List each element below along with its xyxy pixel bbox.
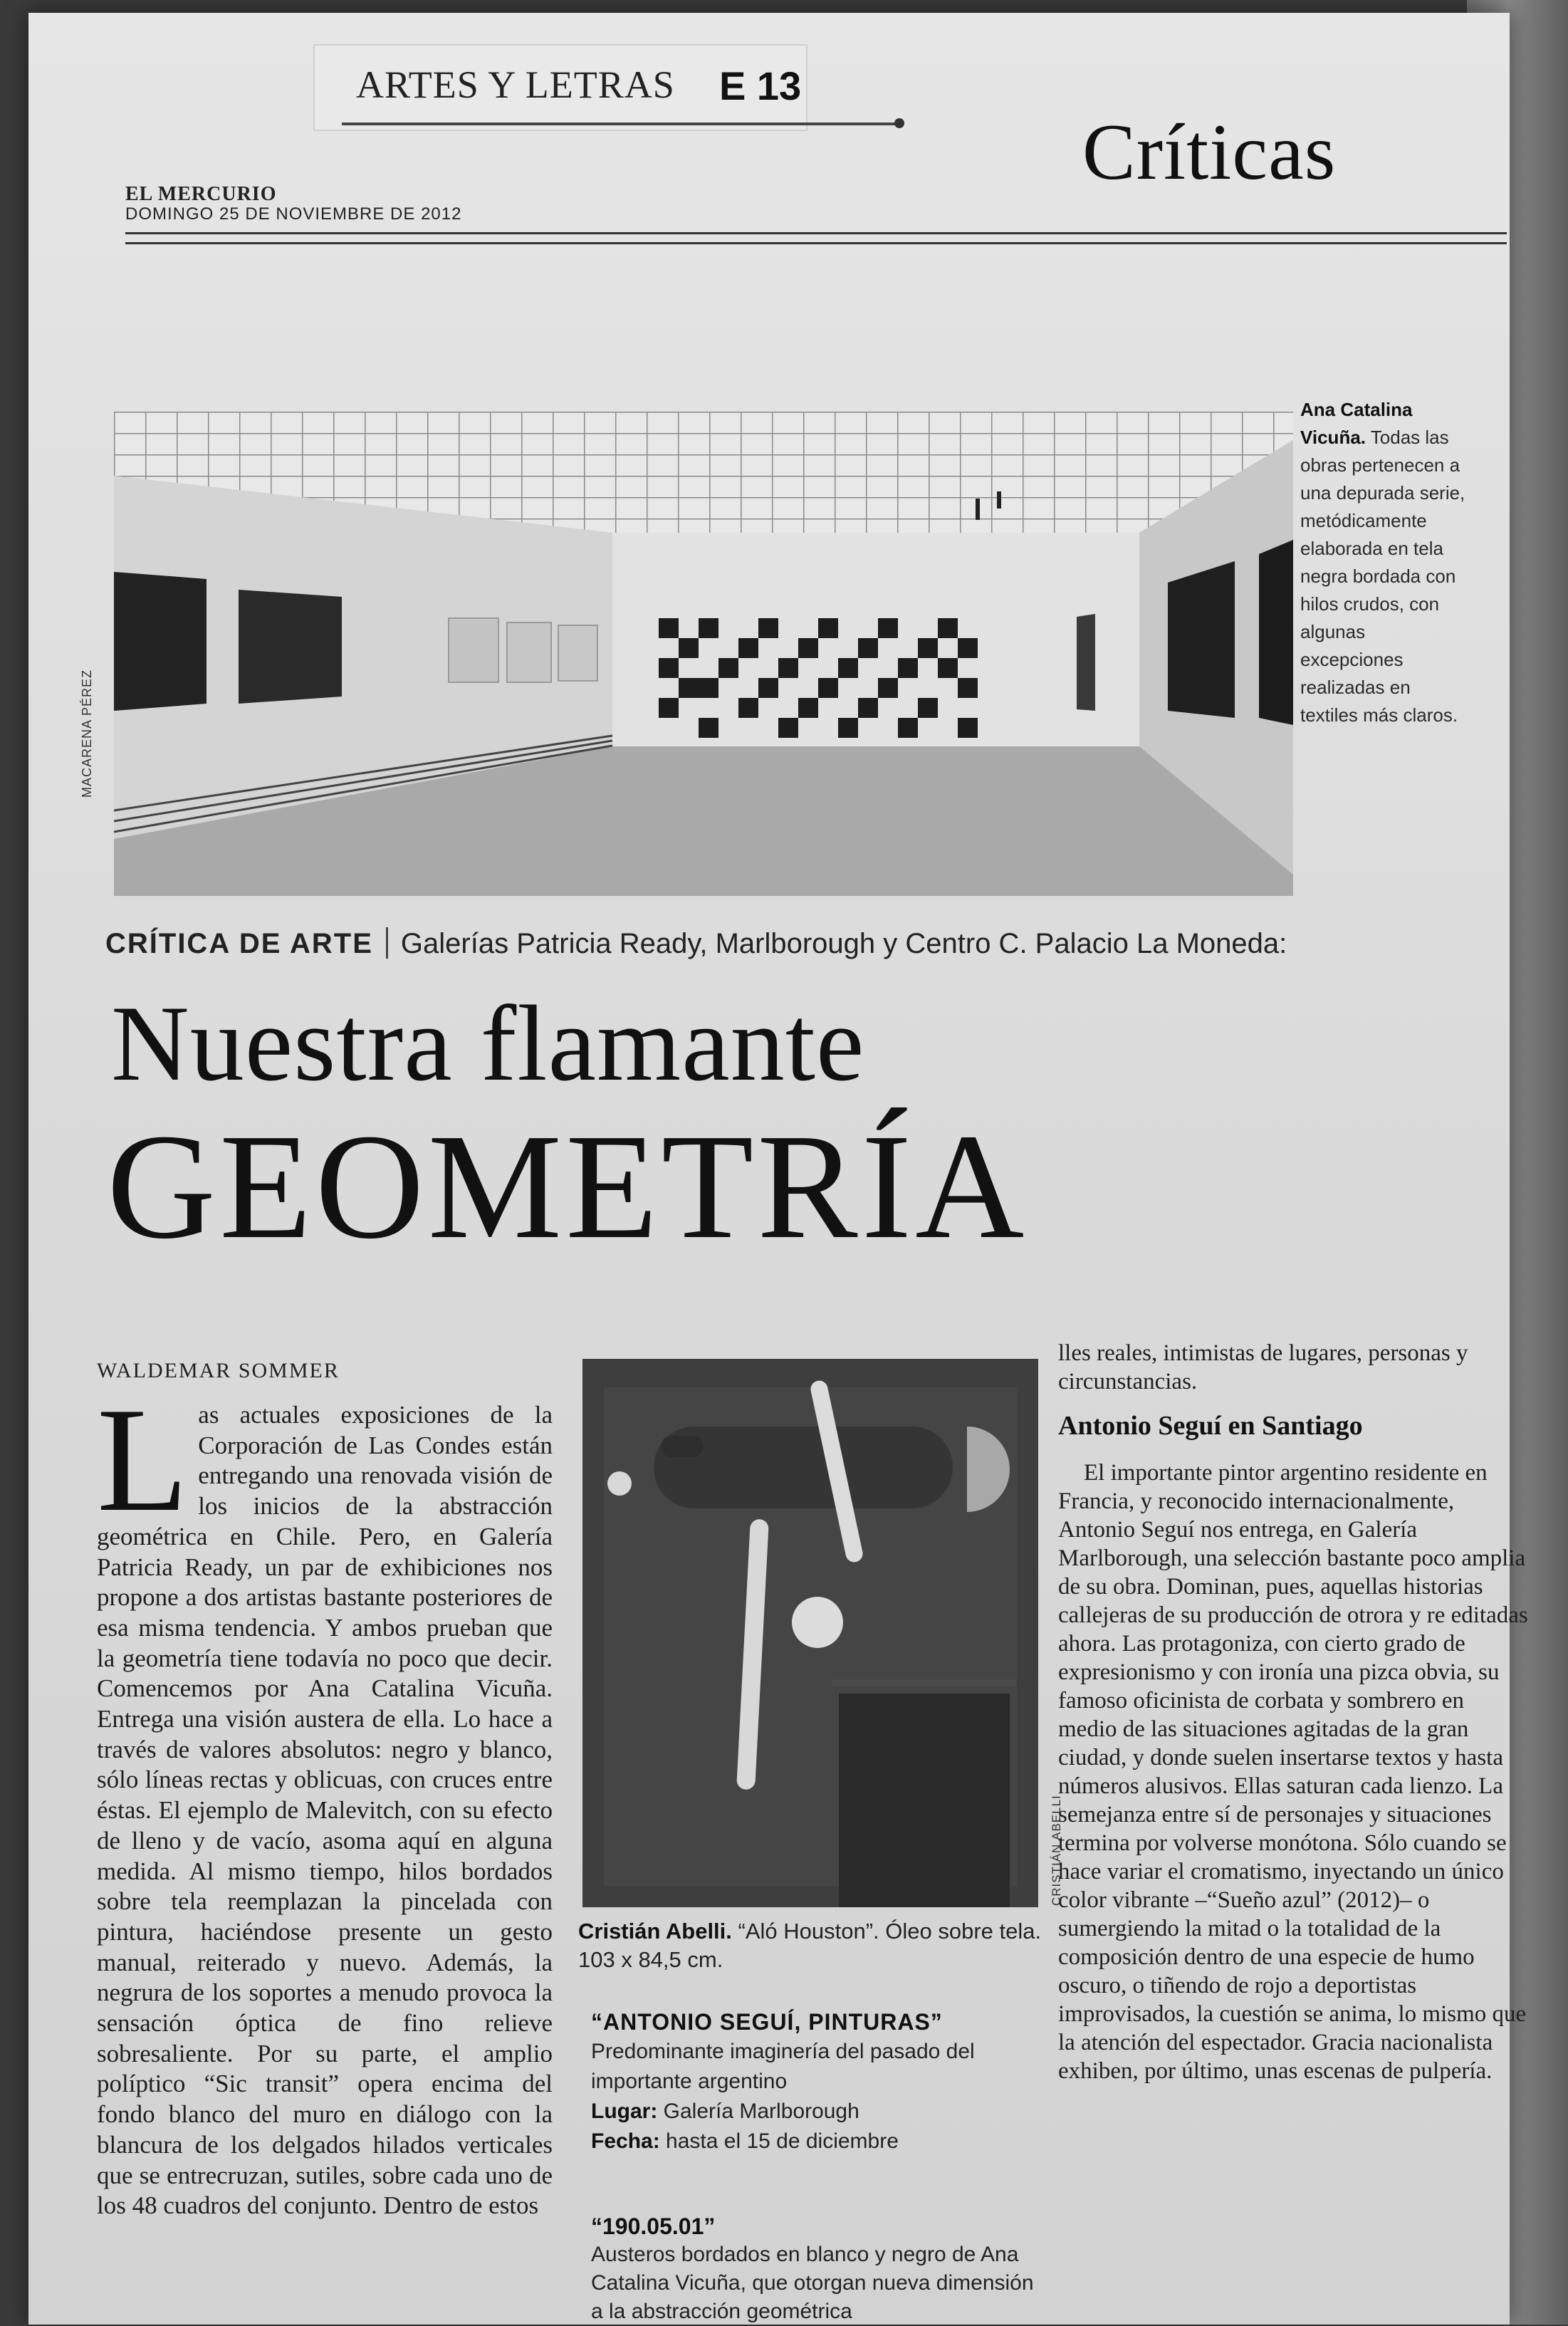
article-subhead: Antonio Seguí en Santiago (1058, 1411, 1363, 1441)
painting-photo (582, 1359, 1038, 1907)
headline-line1: Nuestra flamante (111, 984, 865, 1103)
section-rule (342, 122, 897, 125)
photo-credit: MACARENA PÉREZ (80, 669, 94, 798)
kicker (105, 927, 1287, 960)
painting-caption-name: Cristián Abelli. (578, 1919, 732, 1944)
article-text: El importante pintor argentino residente en Francia, y reconocido internacionalmente, Antonio Seguí nos entrega, en Galería Marlborough, una selección bastante poco amplia de su obra. Dominan, pues, aquellas historias callejeras de su producción de otrora y re editadas ahora. Las protagoniza, con cierto grado de expresionismo y con ironía una pizca obvia, su famoso oficinista de corbata y sombrero en medio de las situaciones agitadas de la gran ciudad, y donde suelen insertarse textos y hasta números alusivos. Ellas saturan cada lienzo. La semejanza entre sí de personajes y situaciones termina por volverse monótona. Sólo cuando se hace variar el cromatismo, inyectando un único color vibrante –“Sueño azul” (2012)– o sumergiendo la mitad o la totalidad de la composición dentro de una especie de humo oscuro, o tiñendo de rojo a deportistas improvisados, la cuestión se anima, lo mismo que la atención del espectador. Gracia nacionalista exhiben, por último, unas escenas de pulpería. (1058, 1460, 1528, 2084)
rule-dot (894, 118, 904, 128)
headline-line2: GEOMETRÍA (107, 1102, 1028, 1270)
gallery-illustration (114, 412, 1293, 896)
header-rule (125, 232, 1507, 234)
kicker-label: CRÍTICA DE ARTE (105, 928, 373, 959)
section-name: ARTES Y LETRAS (356, 63, 675, 106)
exhibition-info-segui (591, 2007, 1047, 2156)
kicker-venues: Galerías Patricia Ready, Marlborough y Centro C. Palacio La Moneda: (400, 928, 1287, 959)
article-text: as actuales exposiciones de la Corporación de Las Condes están entregando una renovada visión de los inicios de la abstracción geométrica en Chile. Pero, en Galería Patricia Ready, un par de exhibiciones nos propone a dos artistas bastante posteriores de esa misma tendencia. Y ambos prueban que la geometría tiene todavía no poco que decir. Comencemos por Ana Catalina Vicuña. Entrega una visión austera de ella. Lo hace a través de valores absolutos: negro y blanco, sólo líneas rectas y oblicuas, con cruces entre éstas. El ejemplo de Malevitch, con su efecto de lleno y de vacío, asoma aquí en alguna medida. Al mismo tiempo, hilos bordados sobre tela reemplazan la pincelada con pintura, haciéndose presente un gesto manual, reiterado y nuevo. Además, la negrura de los soportes a menudo provoca la sensación óptica de fino relieve sobresaliente. Por su parte, el amplio políptico “Sic transit” opera encima del fondo blanco del muro en diálogo con la blancura de los delgados hilados verticales que se entrecruzan, sutiles, sobre cada uno de los 48 cuadros del conjunto. Dentro de estos (97, 1401, 553, 2220)
byline: WALDEMAR SOMMER (97, 1359, 340, 1382)
article-column-1 (97, 1377, 553, 2221)
painting-caption (578, 1917, 1048, 1974)
article-column-3 (1058, 1339, 1528, 2085)
exhibition-title: “190.05.01” (591, 2213, 716, 2239)
photo-caption (1300, 396, 1471, 729)
painting-illustration (582, 1359, 1038, 1907)
place-value: Galería Marlborough (657, 2100, 859, 2123)
caption-text: Todas las obras pertenecen a una depurada serie, metódicamente elaborada en tela negra bordada con hilos crudos, con algunas excepciones realizadas en textiles más claros. (1300, 427, 1465, 726)
date-value: hasta el 15 de diciembre (659, 2129, 899, 2153)
exhibition-description: Austeros bordados en blanco y negro de Ana Catalina Vicuña, que otorgan nueva dimensión a la abstracción geométrica (591, 2243, 1034, 2323)
page-number: E 13 (719, 63, 802, 108)
exhibition-title: “ANTONIO SEGUÍ, PINTURAS” (591, 2009, 943, 2035)
painting-caption-text: “Aló Houston”. Óleo sobre tela. 103 x 84,5 cm. (578, 1919, 1042, 1972)
painting-credit: CRISTIÁN ABELLI (1050, 1795, 1063, 1906)
date-label: Fecha: (591, 2129, 660, 2153)
kicker-separator (386, 927, 388, 959)
header-rule (125, 242, 1507, 244)
newspaper-name: EL MERCURIO (125, 183, 277, 205)
article-text: lles reales, intimistas de lugares, personas y circunstancias. (1058, 1340, 1468, 1394)
place-label: Lugar: (591, 2100, 658, 2123)
exhibition-description: Predominante imaginería del pasado del importante argentino (591, 2040, 975, 2093)
exhibition-info-vicuna (591, 2212, 1047, 2326)
section-title: Críticas (1082, 108, 1337, 197)
caption-name: Ana Catalina Vicuña. (1300, 399, 1413, 448)
gallery-photo (114, 412, 1293, 896)
drop-cap: L (97, 1377, 189, 1543)
newspaper-date: DOMINGO 25 DE NOVIEMBRE DE 2012 (125, 204, 462, 224)
